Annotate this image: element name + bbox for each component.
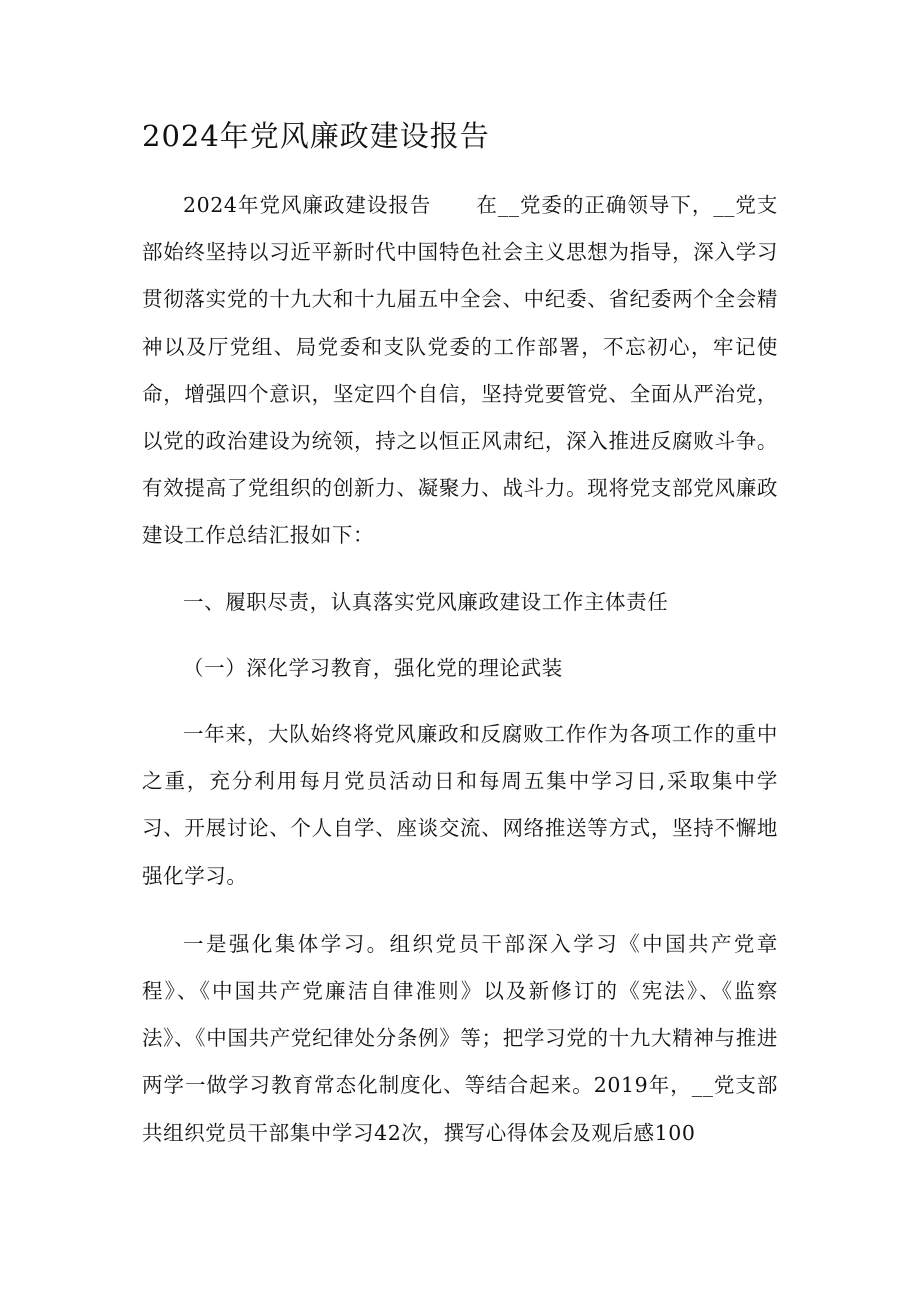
subsection-heading-1: （一）深化学习教育，强化党的理论武装 — [183, 655, 563, 680]
body-paragraph-2: 一是强化集体学习。组织党员干部深入学习《中国共产党章程》、《中国共产党廉洁自律准则》以及新修订的《宪法》、《监察法》、《中国共产党纪律处分条例》等；把学习党的十九大精神与推进两学一做学习教育常态化制度化、等结合起来。2019年，__党支部共组织党员干部集中学习42次，撰写心得体会及观后感100 — [142, 931, 778, 1145]
intro-paragraph — [142, 182, 778, 560]
section-heading-1: 一、履职尽责，认真落实党风廉政建设工作主体责任 — [183, 589, 669, 614]
intro-body: 在__党委的正确领导下，__党支部始终坚持以习近平新时代中国特色社会主义思想为指导，深入学习贯彻落实党的十九大和十九届五中全会、中纪委、省纪委两个全会精神以及厅党组、局党委和支队党委的工作部署，不忘初心，牢记使命，增强四个意识，坚定四个自信，坚持党要管党、全面从严治党，以党的政治建设为统领，持之以恒正风肃纪，深入推进反腐败斗争。有效提高了党组织的创新力、凝聚力、战斗力。现将党支部党风廉政建设工作总结汇报如下： — [142, 193, 778, 548]
document-title: 2024年党风廉政建设报告 — [142, 119, 490, 153]
intro-lead-title: 2024年党风廉政建设报告 — [183, 193, 432, 217]
body-paragraph-1: 一年来，大队始终将党风廉政和反腐败工作作为各项工作的重中之重，充分利用每月党员活动日和每周五集中学习日,采取集中学习、开展讨论、个人自学、座谈交流、网络推送等方式，坚持不懈地强化学习。 — [142, 722, 778, 888]
